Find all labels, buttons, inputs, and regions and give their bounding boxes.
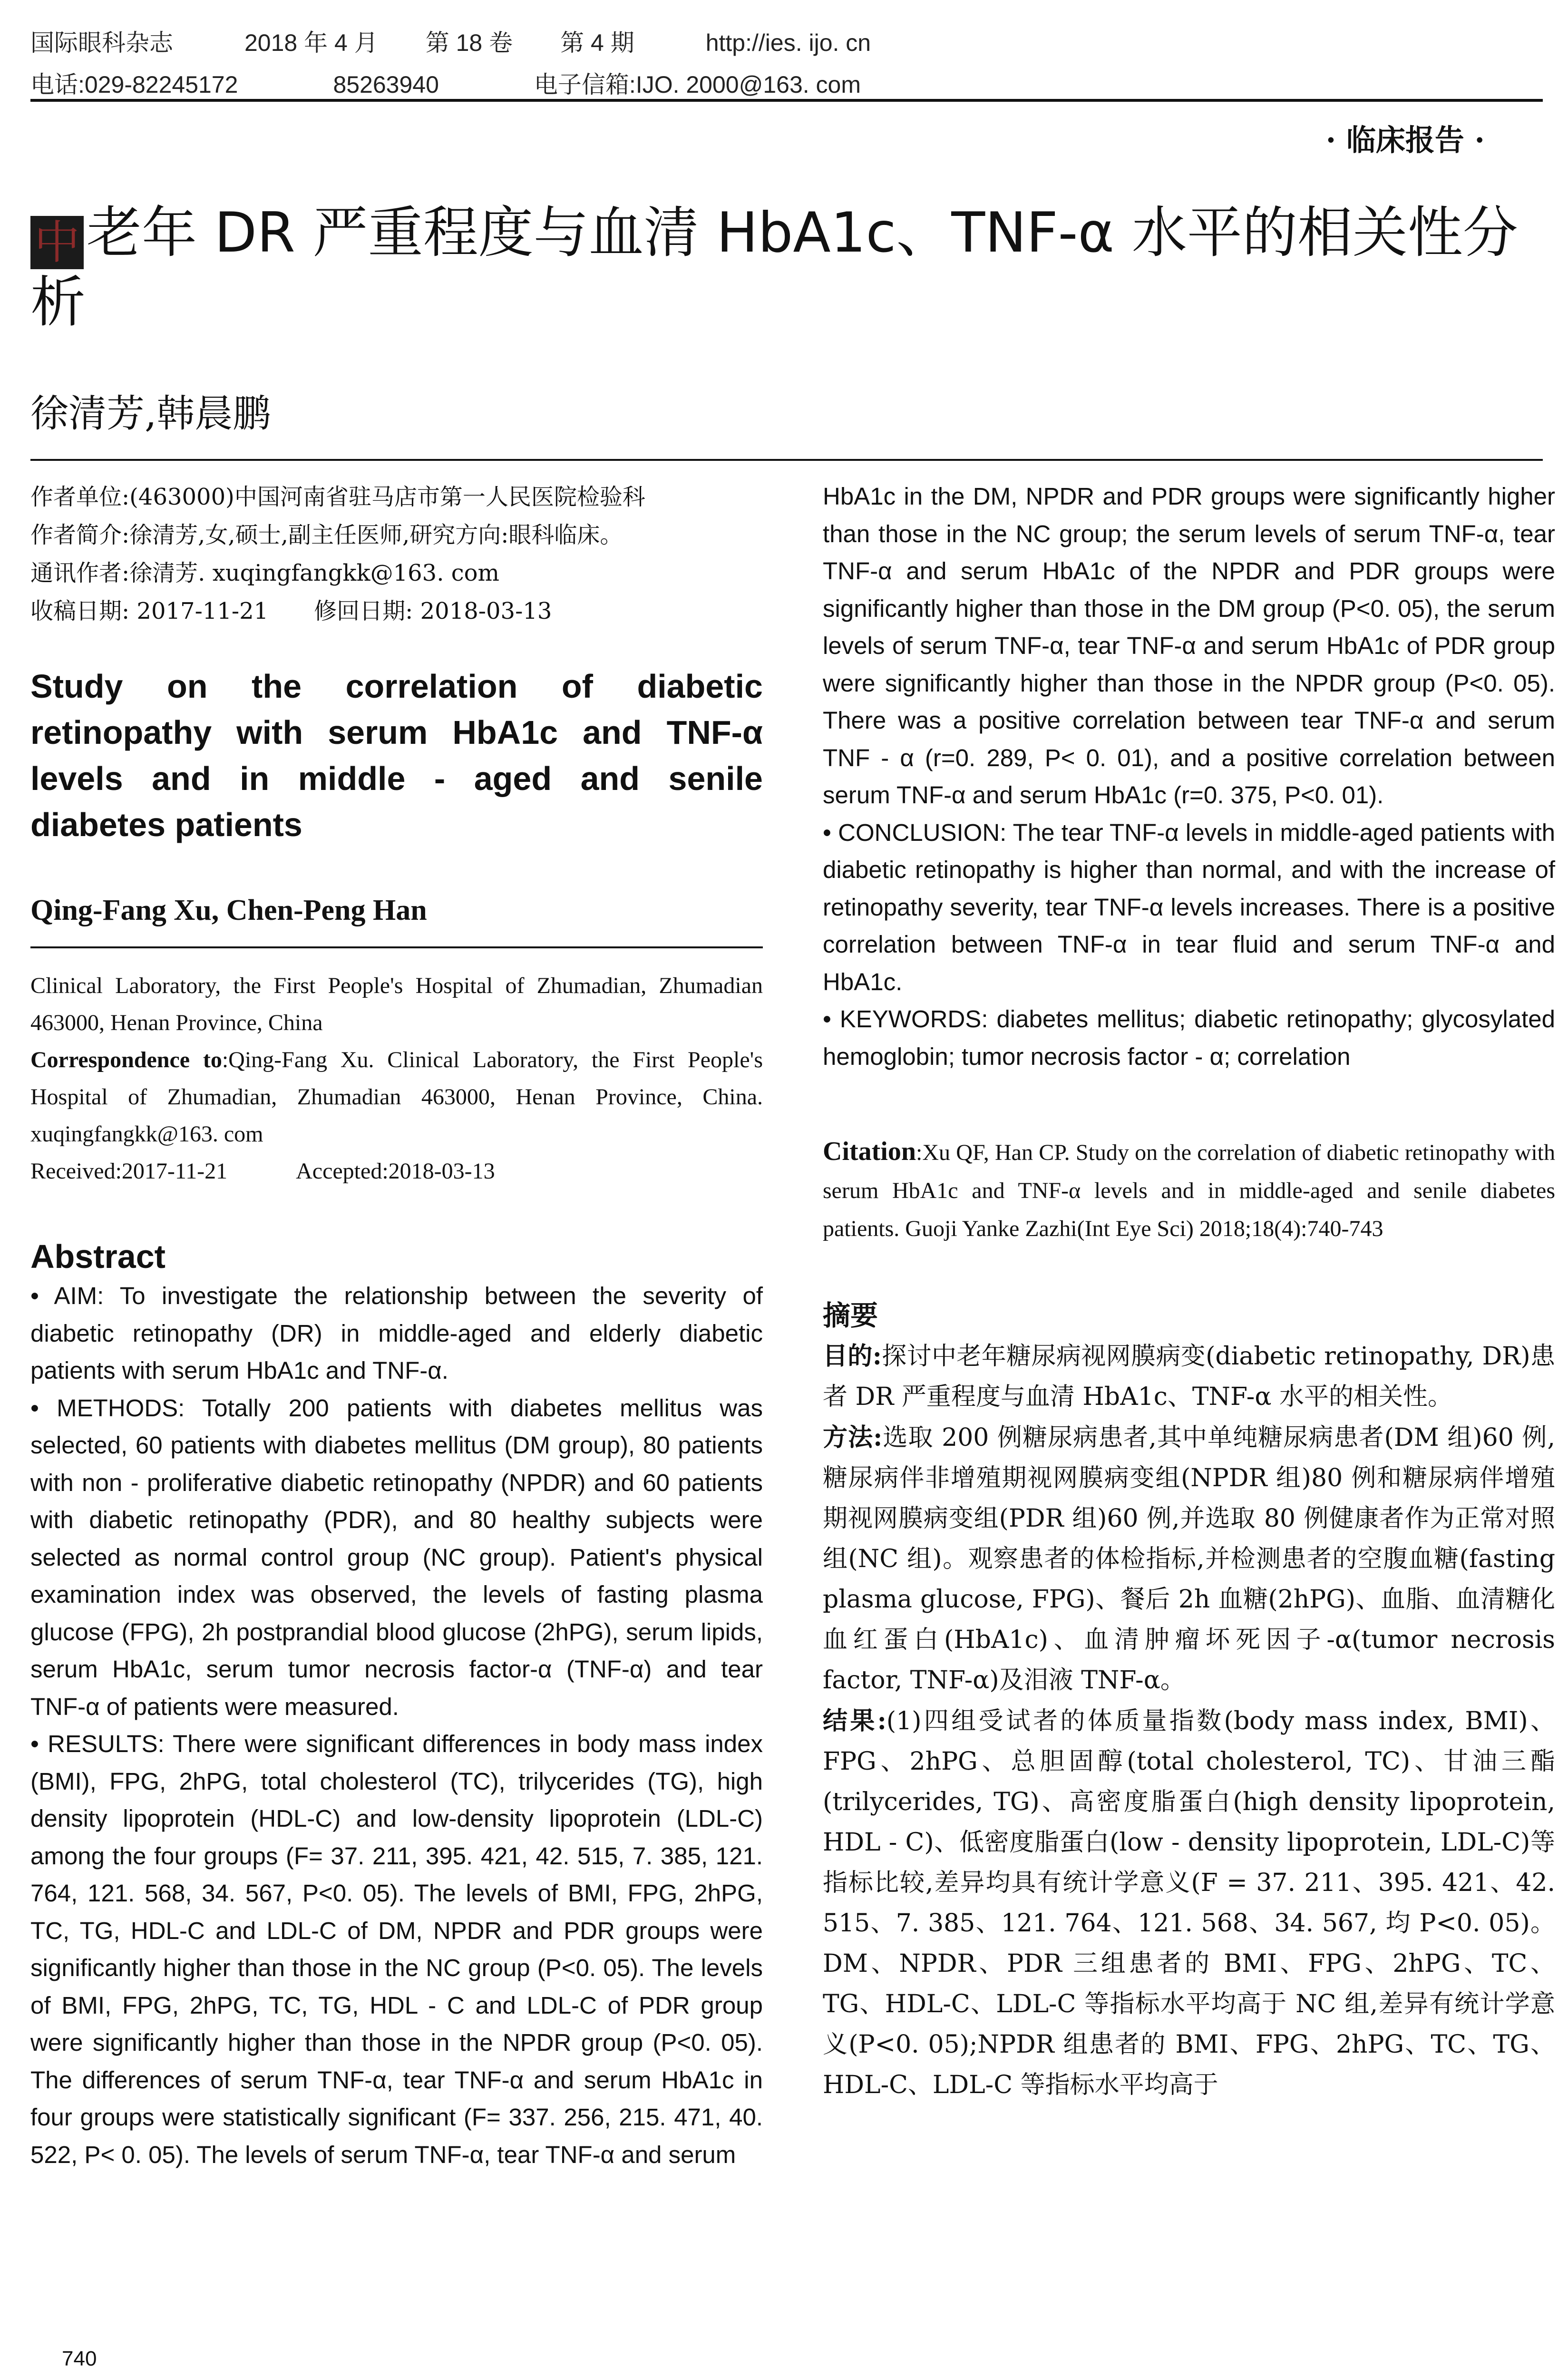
article-title <box>30 200 1543 336</box>
cn-abstract-heading: 摘要 <box>823 1299 878 1332</box>
citation <box>823 1132 1555 1248</box>
running-header-line2 <box>30 66 861 100</box>
correspondence <box>30 1042 763 1153</box>
english-title: Study on the correlation of diabetic retinopathy with serum HbA1c and TNF-α levels and in middle - aged and senile diabetes patients <box>30 668 763 843</box>
english-affiliation <box>30 967 763 1190</box>
affiliation-text: Clinical Laboratory, the First People's Hospital of Zhumadian, Zhumadian 463000, Henan Province, China <box>30 973 763 1035</box>
author-bio: 作者简介:徐清芳,女,硕士,副主任医师,研究方向:眼科临床。 <box>30 522 623 548</box>
abstract-keywords: • KEYWORDS: diabetes mellitus; diabetic retinopathy; glycosylated hemoglobin; tumor necrosis factor - α; correlation <box>823 1005 1555 1070</box>
running-header-line1 <box>30 24 871 58</box>
cn-methods-label: 方法: <box>823 1423 883 1452</box>
phone: 电话:029-82245172 <box>30 71 238 98</box>
cn-aim <box>823 1336 1555 1417</box>
issue: 第 4 期 <box>560 29 634 56</box>
journal-name: 国际眼科杂志 <box>30 29 173 56</box>
email: 电子信箱:IJO. 2000@163. com <box>534 71 861 98</box>
citation-text: :Xu QF, Han CP. Study on the correlation of diabetic retinopathy with serum HbA1c and TNF-α levels and in middle-aged and senile diabetes patients. Guoji Yanke Zazhi(Int Eye Sci) 2018;18(4):740-743 <box>823 1140 1555 1241</box>
volume: 第 18 卷 <box>425 29 513 56</box>
cn-methods <box>823 1417 1555 1701</box>
authors-cn: 徐清芳,韩晨鹏 <box>30 391 271 436</box>
cn-results-label: 结果: <box>823 1706 886 1735</box>
cn-aim-text: 探讨中老年糖尿病视网膜病变(diabetic retinopathy, DR)患者 DR 严重程度与血清 HbA1c、TNF-α 水平的相关性。 <box>823 1342 1555 1411</box>
cn-aim-label: 目的: <box>823 1342 882 1371</box>
english-authors: Qing-Fang Xu, Chen-Peng Han <box>30 894 427 926</box>
page-number: 740 <box>62 2347 97 2370</box>
cn-methods-text: 选取 200 例糖尿病患者,其中单纯糖尿病患者(DM 组)60 例,糖尿病伴非增殖期视网膜病变组(NPDR 组)80 例和糖尿病伴增殖期视网膜病变组(PDR 组)60 例,并选取 80 例健康者作为正常对照组(NC 组)。观察患者的体检指标,并检测患者的空腹血糖(fasting plasma glucose, FPG)、餐后 2h 血糖(2hPG)、血脂、血清糖化血红蛋白(HbA1c)、血清肿瘤坏死因子-α(tumor necrosis factor, TNF-α)及泪液 TNF-α。 <box>823 1423 1555 1695</box>
cn-results-text: (1)四组受试者的体质量指数(body mass index, BMI)、FPG、2hPG、总胆固醇(total cholesterol, TC)、甘油三酯(trilycerides, TG)、高密度脂蛋白(high density lipoprotein, HDL - C)、低密度脂蛋白(low - density lipoprotein, LDL-C)等指标比较,差异均具有统计学意义(F = 37. 211、395. 421、42. 515、7. 385、121. 764、121. 568、34. 567, 均 P<0. 05)。DM、NPDR、PDR 三组患者的 BMI、FPG、2hPG、TC、TG、HDL-C、LDL-C 等指标水平均高于 NC 组,差异有统计学意义(P<0. 05);NPDR 组患者的 BMI、FPG、2hPG、TC、TG、HDL-C、LDL-C 等指标水平均高于 <box>823 1707 1556 2099</box>
left-column <box>30 478 763 2173</box>
abstract-aim: • AIM: To investigate the relationship between the severity of diabetic retinopathy (DR) in middle-aged and elderly diabetic patients with serum HbA1c and TNF-α. <box>30 1282 763 1384</box>
citation-label: Citation <box>823 1137 916 1166</box>
section-label: · 临床报告 · <box>1325 123 1485 157</box>
title-text: 老年 DR 严重程度与血清 HbA1c、TNF-α 水平的相关性分析 <box>30 201 1518 334</box>
header-rule <box>30 99 1543 102</box>
received-dates: 收稿日期: 2017-11-21 修回日期: 2018-03-13 <box>30 598 552 624</box>
journal-url: http://ies. ijo. cn <box>705 29 871 56</box>
title-first-char-mark: 中 <box>30 216 84 269</box>
authors-rule <box>30 459 1543 461</box>
cn-results <box>823 1701 1555 2105</box>
abstract-body-left <box>30 1277 763 2173</box>
received-accepted: Received:2017-11-21 Accepted:2018-03-13 <box>30 1159 495 1184</box>
cn-abstract-body <box>823 1336 1555 2105</box>
abstract-heading: Abstract <box>30 1238 166 1275</box>
abstract-results: • RESULTS: There were significant differences in body mass index (BMI), FPG, 2hPG, total cholesterol (TC), trilycerides (TG), high density lipoprotein (HDL-C) and low-density lipoprotein (LDL-C) among the four groups (F= 37. 211, 395. 421, 42. 515, 7. 385, 121. 764, 121. 568, 34. 567, P<0. 05). The levels of BMI, FPG, 2hPG, TC, TG, HDL-C and LDL-C of DM, NPDR and PDR groups were significantly higher than those in the NC group (P<0. 05). The levels of BMI, FPG, 2hPG, TC, TG, HDL - C and LDL-C of PDR group were significantly higher than those in the NPDR group (P<0. 05). The differences of serum TNF-α, tear TNF-α and serum HbA1c in four groups were statistically significant (F= 337. 256, 215. 471, 40. 522, P< 0. 05). The levels of serum TNF-α, tear TNF-α and serum <box>30 1730 763 2168</box>
corresponding-author: 通讯作者:徐清芳. xuqingfangkk@163. com <box>30 560 500 586</box>
phone-2: 85263940 <box>333 71 439 98</box>
right-column <box>823 478 1555 2105</box>
correspondence-text: :Qing-Fang Xu. Clinical Laboratory, the First People's Hospital of Zhumadian, Zhumadian 463000, Henan Province, China. xuqingfangkk@163. com <box>30 1047 763 1147</box>
abstract-conclusion: • CONCLUSION: The tear TNF-α levels in middle-aged patients with diabetic retinopathy is higher than normal, and with the increase of retinopathy severity, tear TNF-α levels increases. There is a positive correlation between TNF-α in tear fluid and serum TNF-α and HbA1c. <box>823 818 1555 995</box>
abstract-methods: • METHODS: Totally 200 patients with diabetes mellitus was selected, 60 patients with diabetes mellitus (DM group), 80 patients with non - proliferative diabetic retinopathy (NPDR) and 60 patients with diabetic retinopathy (PDR), and 80 healthy subjects were selected as normal control group (NC group). Patient's physical examination index was observed, the levels of fasting plasma glucose (FPG), 2h postprandial blood glucose (2hPG), serum lipids, serum HbA1c, serum tumor necrosis factor-α (TNF-α) and tear TNF-α of patients were measured. <box>30 1394 763 1720</box>
author-unit: 作者单位:(463000)中国河南省驻马店市第一人民医院检验科 <box>30 484 645 510</box>
issue-date: 2018 年 4 月 <box>244 29 378 56</box>
abstract-body-right <box>823 478 1555 1075</box>
affiliation-rule <box>30 946 763 948</box>
correspondence-label: Correspondence to <box>30 1047 222 1072</box>
abstract-results-continued: HbA1c in the DM, NPDR and PDR groups were significantly higher than those in the NC group; the serum levels of serum TNF-α, tear TNF-α and serum HbA1c of the NPDR and PDR groups were significantly higher than those in the DM group (P<0. 05), the serum levels of serum TNF-α, tear TNF-α and serum HbA1c of PDR group were significantly higher than those in the NPDR group (P<0. 05). There was a positive correlation between tear TNF-α and serum TNF - α (r=0. 289, P< 0. 01), and a positive correlation between serum TNF-α and serum HbA1c (r=0. 375, P<0. 01). <box>823 483 1555 809</box>
